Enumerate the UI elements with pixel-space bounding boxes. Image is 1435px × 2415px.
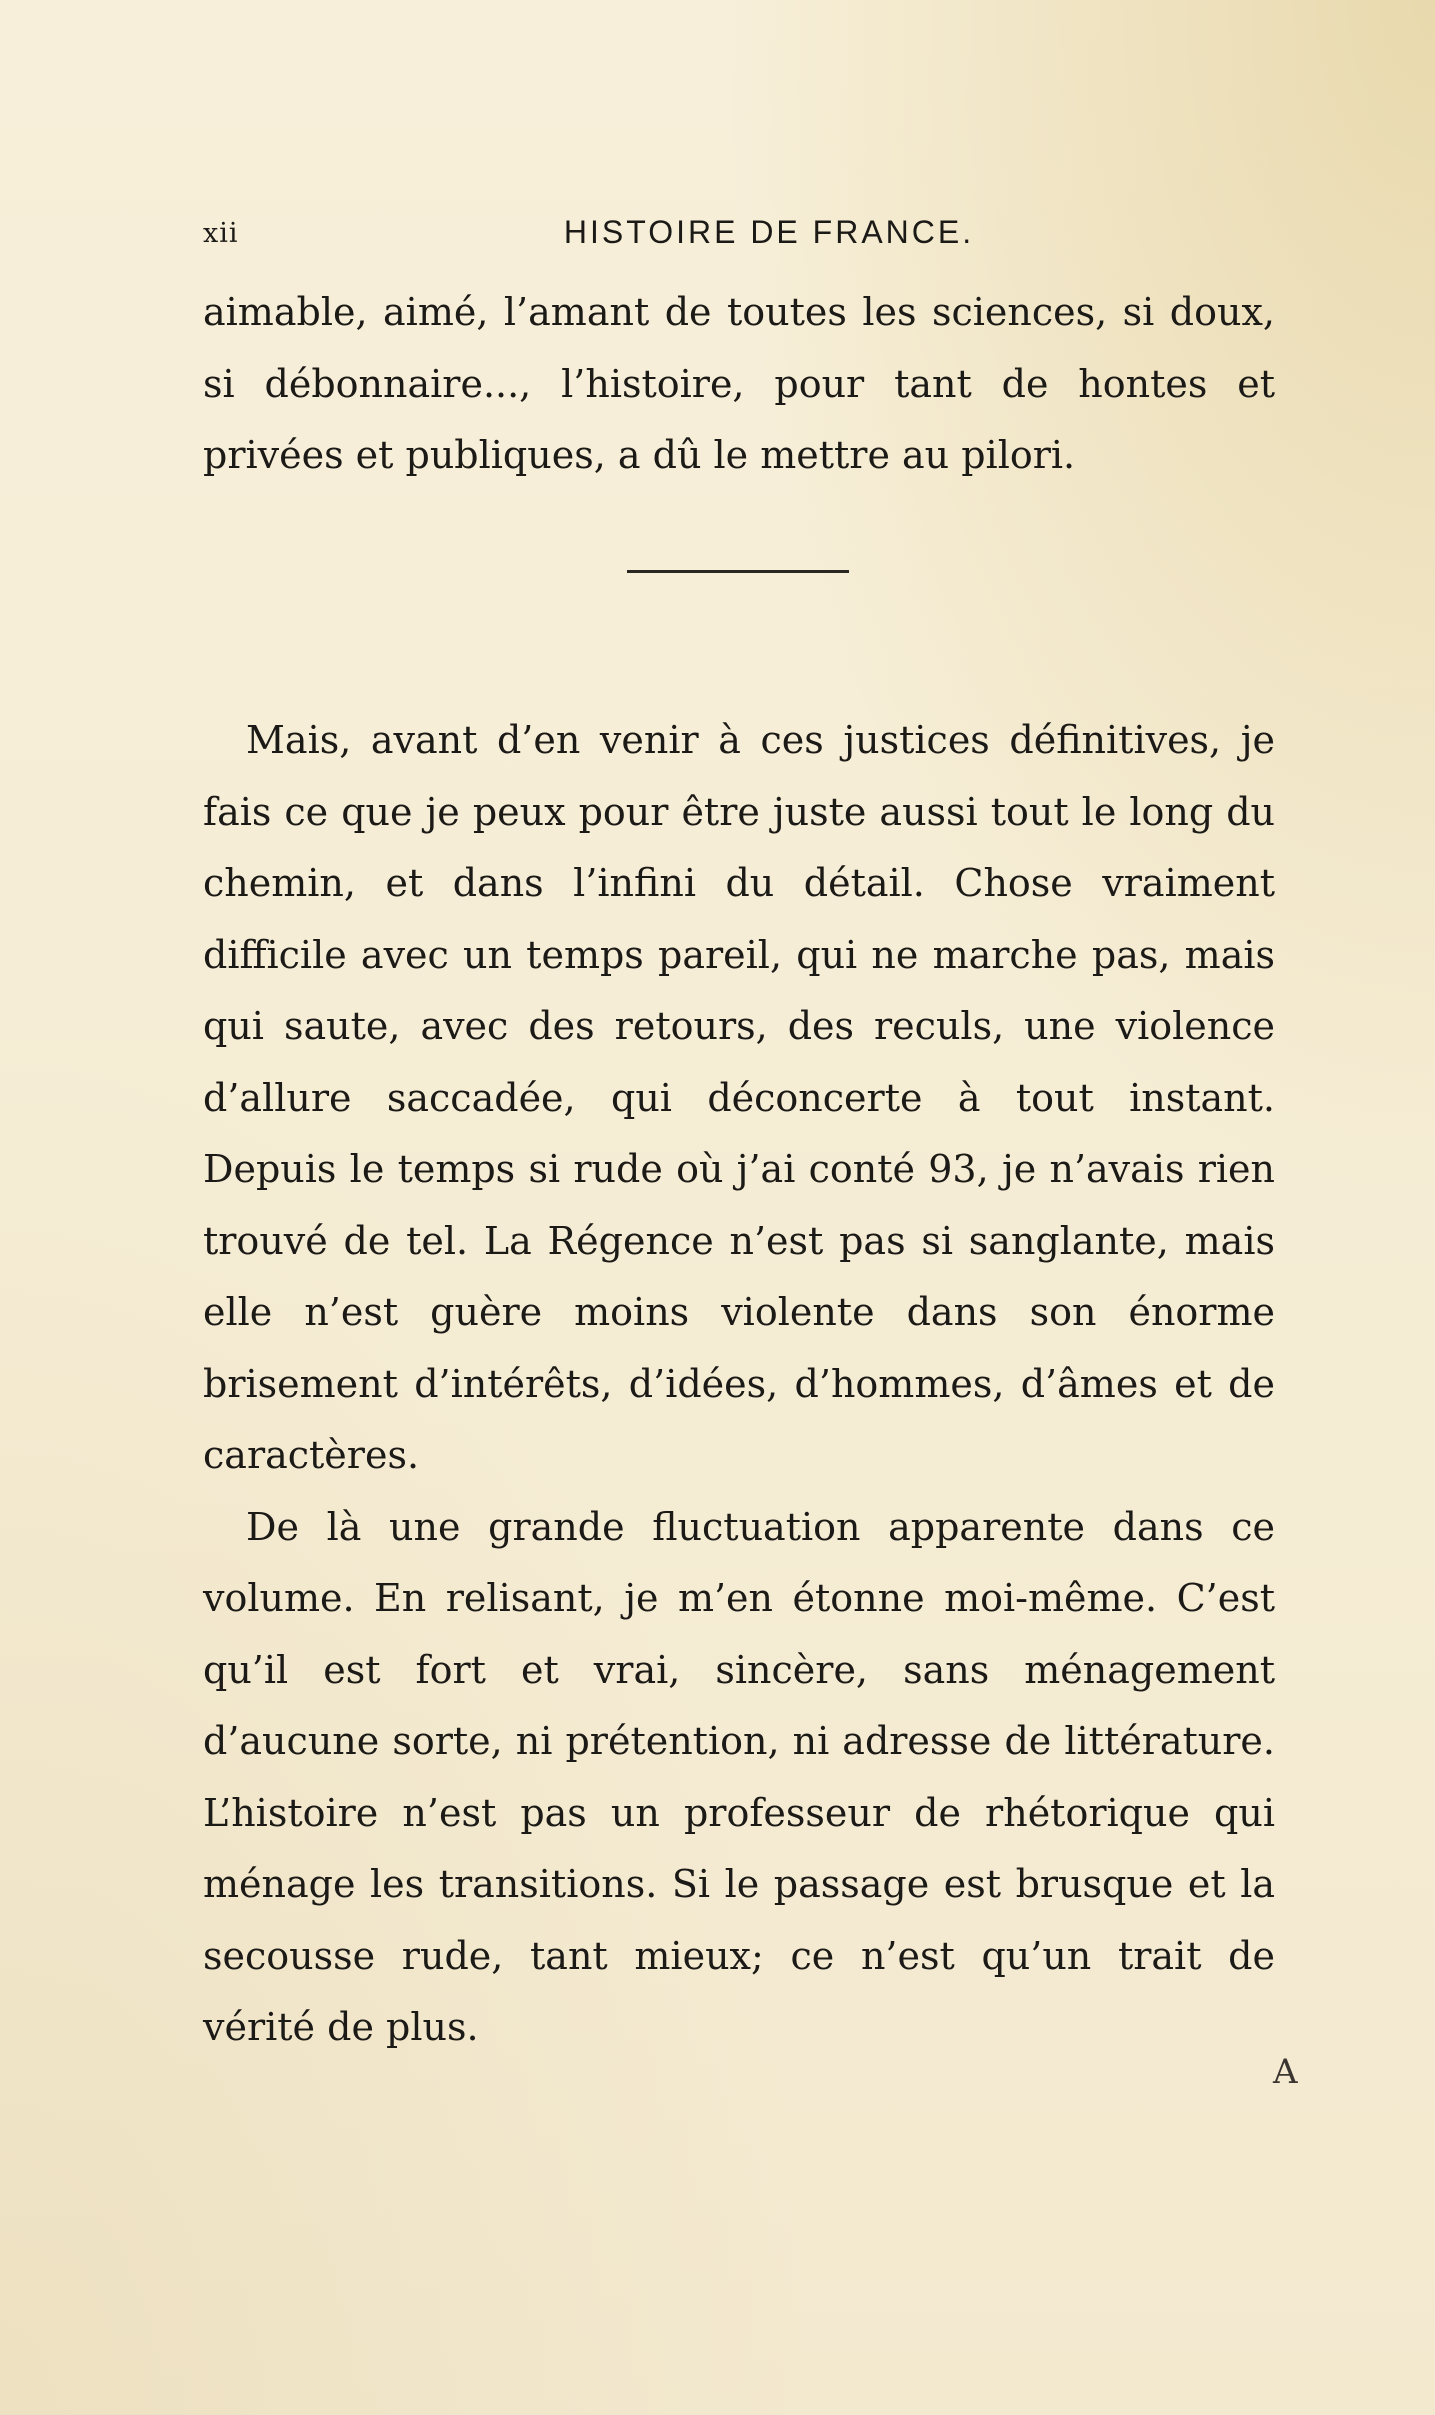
signature-mark: A <box>1273 2052 1298 2092</box>
paragraph-justices: Mais, avant d’en venir à ces justices définitives, je fais ce que je peux pour être juste aussi tout le long du chemin, et dans l’infini du détail. Chose vraiment difficile avec un temps pareil, qui ne marche pas, mais qui saute, avec des retours, des reculs, une violence d’allure saccadée, qui déconcerte à tout instant. Depuis le temps si rude où j’ai conté 93, je n’avais rien trouvé de tel. La Régence n’est pas si sanglante, mais elle n’est guère moins violente dans son énorme brisement d’intérêts, d’idées, d’hommes, d’âmes et de caractères. <box>203 718 1275 1477</box>
text-block-main <box>203 705 1275 2064</box>
paragraph-continuation: aimable, aimé, l’amant de toutes les sciences, si doux, si débonnaire..., l’histoire, pour tant de hontes et privées et publiques, a dû le mettre au pilori. <box>203 290 1275 477</box>
paragraph-fluctuation: De là une grande fluctuation apparente dans ce volume. En relisant, je m’en étonne moi-même. C’est qu’il est fort et vrai, sincère, sans ménagement d’aucune sorte, ni prétention, ni adresse de littérature. L’histoire n’est pas un professeur de rhétorique qui ménage les transitions. Si le passage est brusque et la secousse rude, tant mieux; ce n’est qu’un trait de vérité de plus. <box>203 1504 1275 2049</box>
text-block-top <box>203 277 1275 492</box>
page-number: xii <box>203 218 239 249</box>
section-divider <box>627 570 849 573</box>
page-header <box>203 208 1275 258</box>
running-title: HISTOIRE DE FRANCE. <box>563 214 975 250</box>
